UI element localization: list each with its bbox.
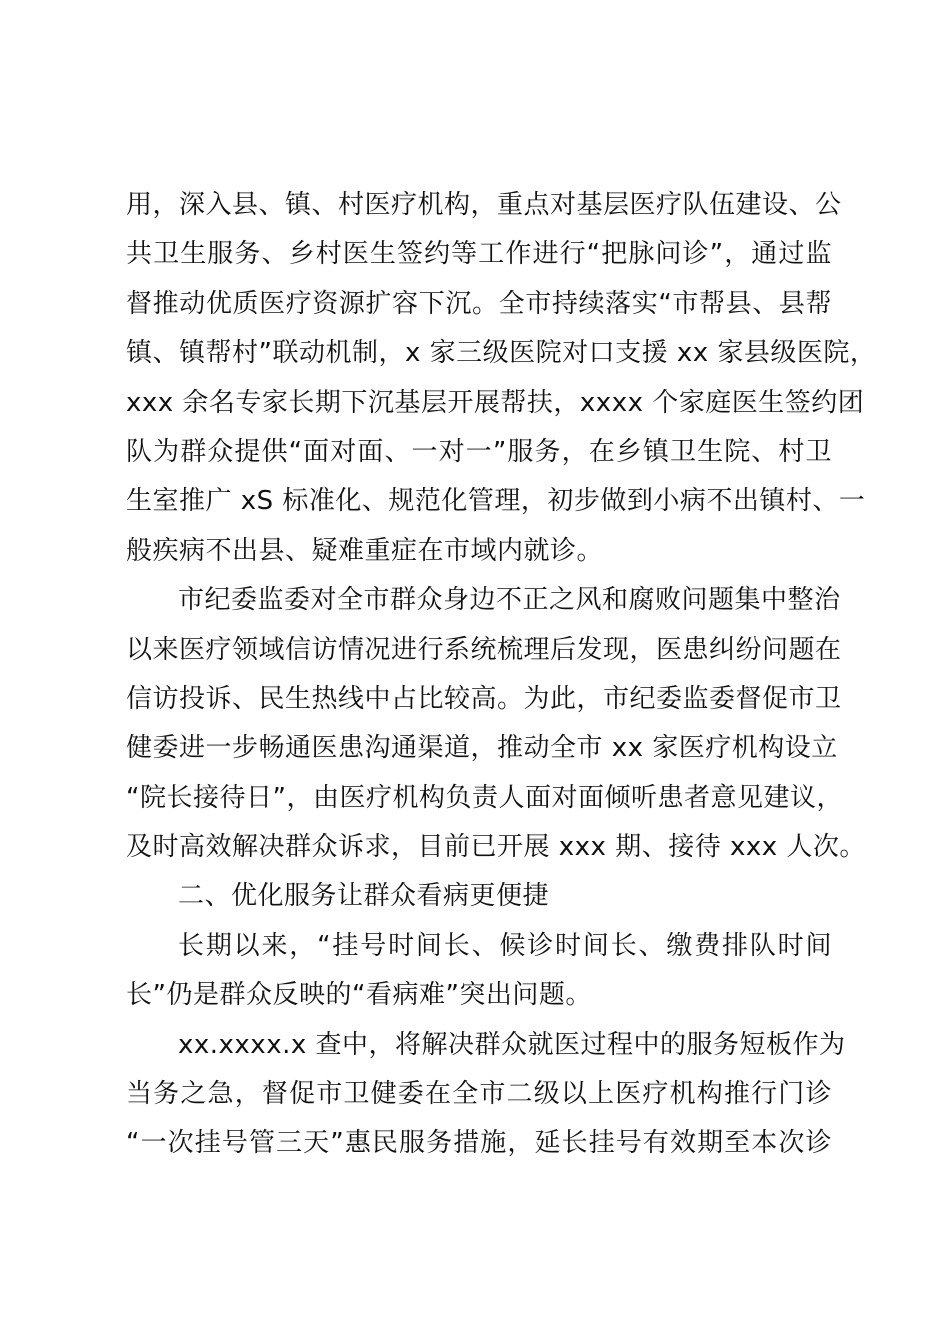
text-line: 队为群众提供“面对面、一对一”服务，在乡镇卫生院、村卫: [126, 436, 832, 467]
text-line: 当务之急，督促市卫健委在全市二级以上医疗机构推行门诊: [126, 1079, 832, 1110]
paragraph-petition-review: [126, 576, 866, 872]
text-line: xx.xxxx.x 查中，将解决群众就医过程中的服务短板作为: [178, 1029, 846, 1060]
text-line: “院长接待日”，由医疗机构负责人面对面倾听患者意见建议，: [126, 782, 843, 813]
document-body: [126, 181, 877, 1169]
text-line: xxx 余名专家长期下沉基层开展帮扶，xxxx 个家庭医生签约团: [126, 387, 865, 418]
paragraph-registration-measure: [126, 1021, 846, 1169]
text-line: 市纪委监委对全市群众身边不正之风和腐败问题集中整治: [178, 585, 841, 616]
text-line: 长”仍是群众反映的“看病难”突出问题。: [126, 980, 592, 1011]
text-line: 长期以来，“挂号时间长、候诊时间长、缴费排队时间: [178, 930, 832, 961]
text-line: 以来医疗领域信访情况进行系统梳理后发现，医患纠纷问题在: [126, 634, 842, 665]
text-line: “一次挂号管三天”惠民服务措施，延长挂号有效期至本次诊: [126, 1128, 832, 1159]
text-line: 般疾病不出县、疑难重症在市域内就诊。: [126, 535, 604, 566]
text-line: 镇、镇帮村”联动机制，x 家三级医院对口支援 xx 家县级医院，: [126, 338, 877, 369]
text-line: 用，深入县、镇、村医疗机构，重点对基层医疗队伍建设、公: [126, 190, 842, 220]
text-line: 健委进一步畅通医患沟通渠道，推动全市 xx 家医疗机构设立: [126, 733, 838, 764]
paragraph-long-wait-problem: [126, 922, 832, 1021]
paragraph-medical-support: [126, 181, 877, 576]
text-line: 督推动优质医疗资源扩容下沉。全市持续落实“市帮县、县帮: [126, 288, 832, 319]
section-heading-text: 二、优化服务让群众看病更便捷: [178, 881, 550, 912]
text-line: 生室推广 xS 标准化、规范化管理，初步做到小病不出镇村、一: [126, 486, 866, 517]
text-line: 共卫生服务、乡村医生签约等工作进行“把脉问诊”，通过监: [126, 239, 832, 270]
text-line: 及时高效解决群众诉求，目前已开展 xxx 期、接待 xxx 人次。: [126, 832, 866, 863]
text-line: 信访投诉、民生热线中占比较高。为此，市纪委监委督促市卫: [126, 683, 842, 714]
section-heading: [126, 872, 832, 921]
